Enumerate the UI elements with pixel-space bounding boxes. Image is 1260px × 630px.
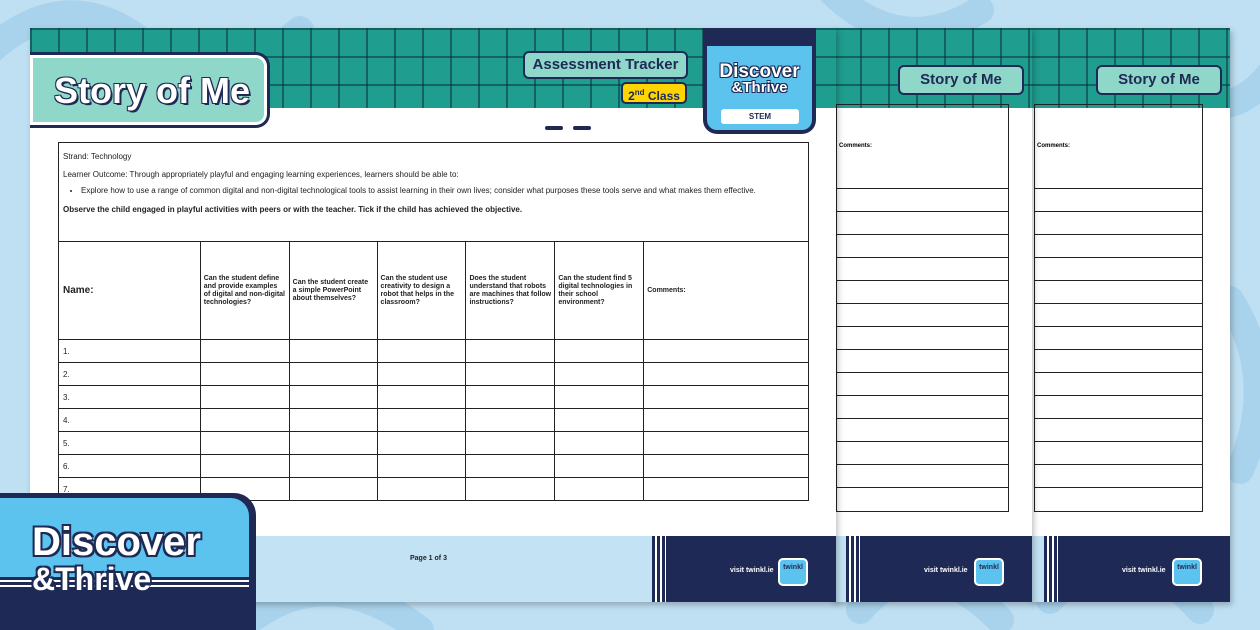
table-row <box>837 442 1008 465</box>
table-cell[interactable] <box>555 363 644 386</box>
corner-logo-line-2: &Thrive <box>32 561 152 597</box>
class-badge <box>621 82 687 104</box>
table-cell[interactable] <box>555 432 644 455</box>
comments-label: Comments: <box>837 105 1008 189</box>
learning-outcome-box <box>58 142 809 242</box>
table-cell[interactable] <box>289 432 377 455</box>
subject-label: STEM <box>721 109 799 124</box>
discover-thrive-badge <box>703 28 816 134</box>
table-row <box>837 419 1008 442</box>
table-cell[interactable] <box>200 409 289 432</box>
table-cell[interactable] <box>200 363 289 386</box>
row-number: 6. <box>59 455 201 478</box>
corner-logo-panel <box>0 498 249 630</box>
table-row <box>1035 304 1202 327</box>
table-row <box>1035 373 1202 396</box>
table-cell[interactable] <box>377 386 466 409</box>
table-cell[interactable] <box>289 478 377 501</box>
class-number: 2 <box>628 89 635 103</box>
table-row <box>837 488 1008 511</box>
table-cell[interactable] <box>200 455 289 478</box>
table-row <box>837 373 1008 396</box>
table-row <box>837 304 1008 327</box>
page-title: Story of Me <box>30 52 270 128</box>
table-cell[interactable] <box>644 340 809 363</box>
table-cell[interactable] <box>466 386 555 409</box>
table-row <box>1035 258 1202 281</box>
table-cell[interactable] <box>289 455 377 478</box>
table-row <box>837 465 1008 488</box>
comments-label: Comments: <box>1035 105 1202 189</box>
table-cell[interactable] <box>377 432 466 455</box>
table-row <box>59 432 809 455</box>
table-row <box>837 281 1008 304</box>
table-row <box>59 386 809 409</box>
table-row <box>837 258 1008 281</box>
footer-stripes <box>652 536 666 602</box>
comments-table <box>1034 104 1203 512</box>
back-page-title: Story of Me <box>898 65 1024 95</box>
corner-logo-line-1: Discover <box>32 520 201 564</box>
table-row <box>1035 465 1202 488</box>
table-cell[interactable] <box>289 409 377 432</box>
row-number: 1. <box>59 340 201 363</box>
table-cell[interactable] <box>289 340 377 363</box>
row-number: 7. <box>59 478 201 501</box>
discover-thrive-corner-logo <box>0 493 256 630</box>
logo-line-2: &Thrive <box>731 79 788 96</box>
table-cell[interactable] <box>289 386 377 409</box>
column-header-q4: Does the student understand that robots are machines that follow instructions? <box>466 242 555 340</box>
table-cell[interactable] <box>555 409 644 432</box>
table-cell[interactable] <box>200 386 289 409</box>
table-cell[interactable] <box>644 455 809 478</box>
table-cell[interactable] <box>644 386 809 409</box>
table-cell[interactable] <box>466 455 555 478</box>
table-row <box>1035 327 1202 350</box>
corner-logo-text <box>32 522 201 596</box>
instruction-text: Observe the child engaged in playful activities with peers or with the teacher. Tick if the child has achieved the objective. <box>63 205 523 214</box>
table-cell[interactable] <box>466 478 555 501</box>
twinkl-logo-icon: twinkl <box>778 558 808 586</box>
visit-link[interactable]: visit twinkl.ie <box>730 567 774 574</box>
row-number: 2. <box>59 363 201 386</box>
table-cell[interactable] <box>377 409 466 432</box>
column-header-name: Name: <box>59 242 201 340</box>
outcome-list <box>81 185 804 197</box>
table-row <box>1035 488 1202 511</box>
back-page-title: Story of Me <box>1096 65 1222 95</box>
table-row <box>837 235 1008 258</box>
table-cell[interactable] <box>644 409 809 432</box>
column-header-q2: Can the student create a simple PowerPoint about themselves? <box>289 242 377 340</box>
table-row <box>1035 442 1202 465</box>
table-cell[interactable] <box>555 386 644 409</box>
table-row <box>1035 189 1202 212</box>
table-cell[interactable] <box>377 340 466 363</box>
table-row <box>1035 419 1202 442</box>
table-row <box>59 409 809 432</box>
table-cell[interactable] <box>466 432 555 455</box>
badge-top-bar <box>707 28 812 46</box>
table-cell[interactable] <box>555 340 644 363</box>
visit-link[interactable]: visit twinkl.ie <box>924 567 968 574</box>
table-row <box>837 327 1008 350</box>
table-cell[interactable] <box>555 455 644 478</box>
table-cell[interactable] <box>555 478 644 501</box>
learner-outcome-text: Learner Outcome: Through appropriately playful and engaging learning experiences, learners should be able to: <box>63 170 459 179</box>
table-cell[interactable] <box>377 455 466 478</box>
class-suffix: nd <box>634 88 645 97</box>
strand-text: Strand: Technology <box>63 152 132 161</box>
assessment-table <box>58 241 809 501</box>
decorative-dashes <box>545 117 615 121</box>
discover-thrive-logo <box>707 61 812 96</box>
table-row <box>1035 396 1202 419</box>
table-row <box>837 350 1008 373</box>
footer-stripes <box>1044 536 1058 602</box>
row-number: 3. <box>59 386 201 409</box>
twinkl-logo-icon: twinkl <box>974 558 1004 586</box>
column-header-q1: Can the student define and provide examples of digital and non-digital technologies? <box>200 242 289 340</box>
table-row <box>59 340 809 363</box>
table-cell[interactable] <box>200 432 289 455</box>
table-row <box>1035 235 1202 258</box>
column-header-comments: Comments: <box>644 242 809 340</box>
visit-link[interactable]: visit twinkl.ie <box>1122 567 1166 574</box>
footer-stripes <box>846 536 860 602</box>
table-row <box>59 363 809 386</box>
table-cell[interactable] <box>200 340 289 363</box>
row-number: 5. <box>59 432 201 455</box>
table-cell[interactable] <box>644 432 809 455</box>
table-cell[interactable] <box>466 363 555 386</box>
class-word: Class <box>647 89 680 103</box>
table-header-row <box>59 242 809 340</box>
table-row <box>59 455 809 478</box>
page-number: Page 1 of 3 <box>410 555 447 562</box>
twinkl-logo-icon: twinkl <box>1172 558 1202 586</box>
table-row <box>837 189 1008 212</box>
table-cell[interactable] <box>644 478 809 501</box>
back-page-2 <box>832 28 1032 602</box>
logo-line-1: Discover <box>719 61 800 82</box>
table-cell[interactable] <box>289 363 377 386</box>
table-cell[interactable] <box>377 478 466 501</box>
table-cell[interactable] <box>466 340 555 363</box>
comments-table <box>836 104 1009 512</box>
column-header-q5: Can the student find 5 digital technologies in their school environment? <box>555 242 644 340</box>
outcome-bullet: • Explore how to use a range of common digital and non-digital technological tools to assist learning in their own lives; consider what purposes these tools serve and what makes them effective. <box>81 185 804 197</box>
table-cell[interactable] <box>377 363 466 386</box>
column-header-q3: Can the student use creativity to design a robot that helps in the classroom? <box>377 242 466 340</box>
table-row <box>1035 350 1202 373</box>
table-row <box>1035 212 1202 235</box>
table-cell[interactable] <box>644 363 809 386</box>
table-row <box>1035 281 1202 304</box>
assessment-tracker-label: Assessment Tracker <box>523 51 688 79</box>
table-row <box>837 396 1008 419</box>
row-number: 4. <box>59 409 201 432</box>
back-page-3 <box>1030 28 1230 602</box>
table-cell[interactable] <box>466 409 555 432</box>
table-row <box>837 212 1008 235</box>
